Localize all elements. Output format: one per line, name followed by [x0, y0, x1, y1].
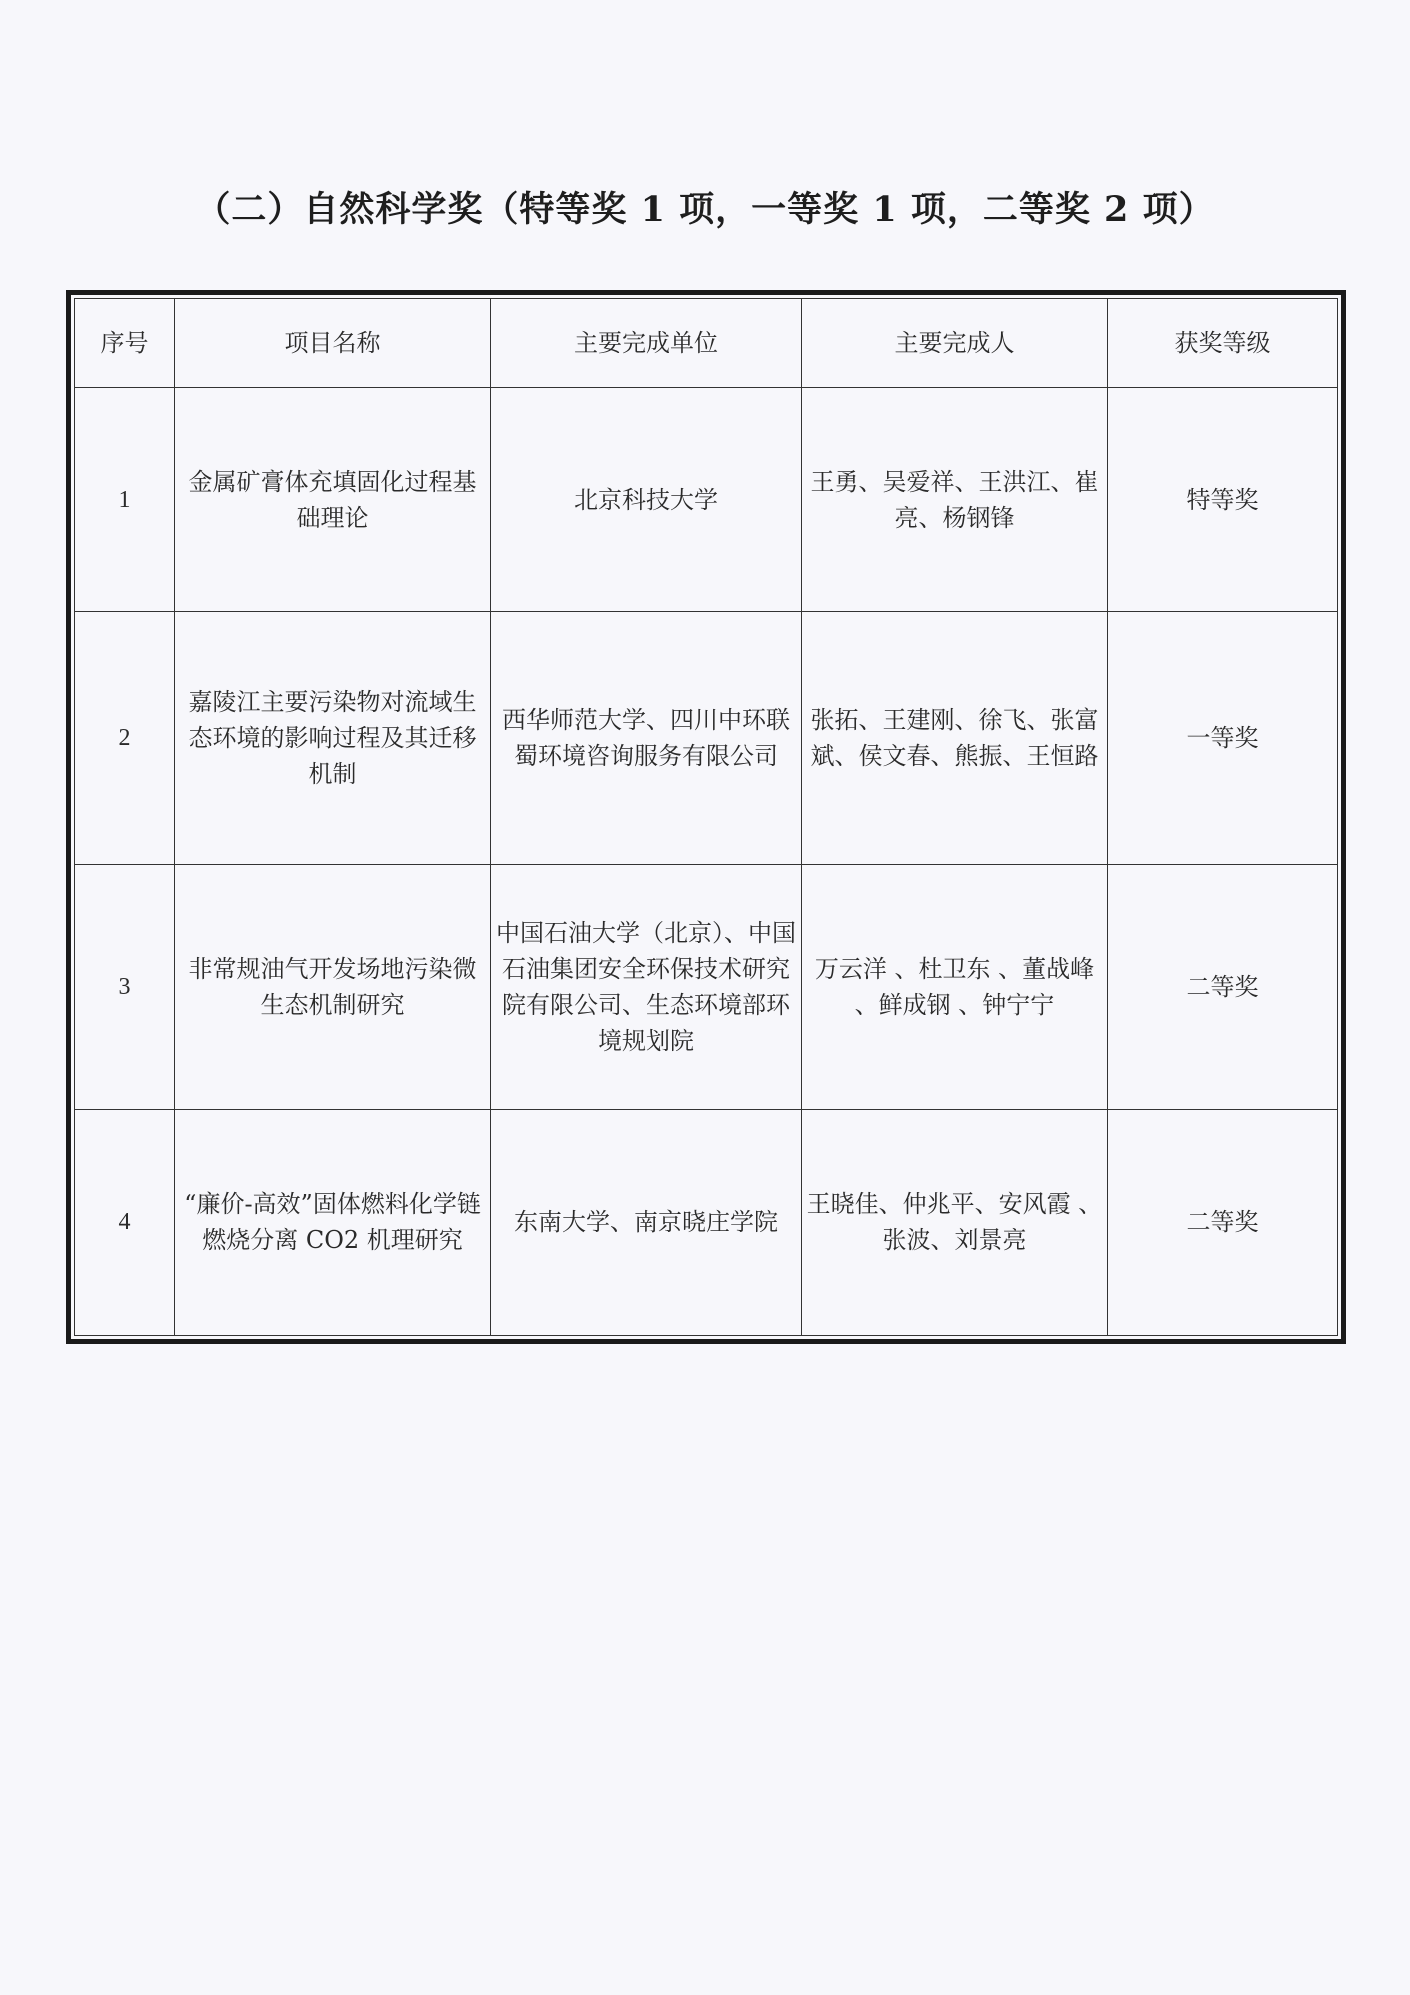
row-index: 4 — [75, 1109, 175, 1335]
row-people: 王晓佳、仲兆平、安风霞 、张波、刘景亮 — [802, 1109, 1108, 1335]
table-row — [75, 388, 1338, 612]
row-units: 中国石油大学（北京）、中国石油集团安全环保技术研究院有限公司、生态环境部环境规划院 — [491, 865, 802, 1110]
row-people: 王勇、吴爱祥、王洪江、崔亮、杨钢锋 — [802, 388, 1108, 612]
row-index: 3 — [75, 865, 175, 1110]
row-units: 西华师范大学、四川中环联蜀环境咨询服务有限公司 — [491, 612, 802, 865]
table-row — [75, 612, 1338, 865]
header-people: 主要完成人 — [802, 299, 1108, 388]
row-units: 东南大学、南京晓庄学院 — [491, 1109, 802, 1335]
row-project: 嘉陵江主要污染物对流域生态环境的影响过程及其迁移机制 — [175, 612, 491, 865]
row-index: 2 — [75, 612, 175, 865]
awards-table — [74, 298, 1338, 1336]
row-level: 二等奖 — [1108, 865, 1338, 1110]
row-units: 北京科技大学 — [491, 388, 802, 612]
header-index: 序号 — [75, 299, 175, 388]
row-people: 万云洋 、杜卫东 、董战峰 、鲜成钢 、钟宁宁 — [802, 865, 1108, 1110]
row-people: 张拓、王建刚、徐飞、张富斌、侯文春、熊振、王恒路 — [802, 612, 1108, 865]
page-title: （二）自然科学奖（特等奖 1 项，一等奖 1 项，二等奖 2 项） — [195, 189, 1215, 230]
row-project: 非常规油气开发场地污染微生态机制研究 — [175, 865, 491, 1110]
awards-table-frame — [66, 290, 1346, 1344]
table-row — [75, 1109, 1338, 1335]
table-header-row — [75, 299, 1338, 388]
header-units: 主要完成单位 — [491, 299, 802, 388]
table-row — [75, 865, 1338, 1110]
row-project: “廉价-高效”固体燃料化学链燃烧分离 CO2 机理研究 — [175, 1109, 491, 1335]
row-level: 二等奖 — [1108, 1109, 1338, 1335]
row-level: 特等奖 — [1108, 388, 1338, 612]
header-project: 项目名称 — [175, 299, 491, 388]
row-project: 金属矿膏体充填固化过程基础理论 — [175, 388, 491, 612]
header-level: 获奖等级 — [1108, 299, 1338, 388]
row-index: 1 — [75, 388, 175, 612]
row-level: 一等奖 — [1108, 612, 1338, 865]
